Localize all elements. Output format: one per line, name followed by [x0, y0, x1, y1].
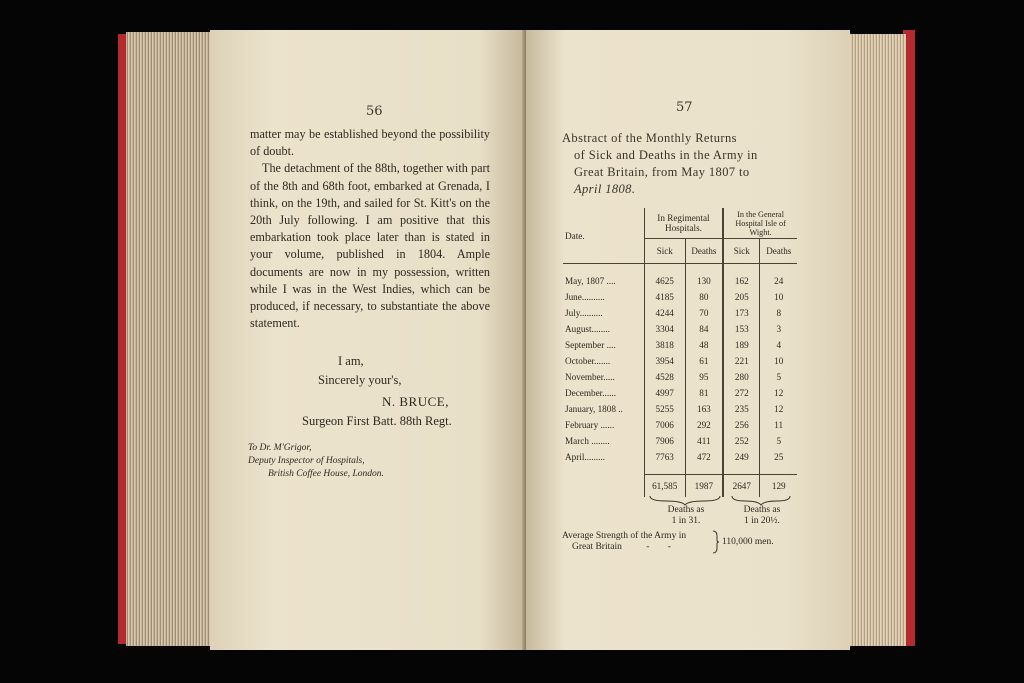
note-line: Deaths as: [743, 505, 781, 515]
cell-gen-sick: 256: [734, 420, 749, 430]
cell-date: June..........: [563, 289, 644, 305]
leader-dash: -: [667, 542, 671, 552]
strength-label: [562, 531, 722, 553]
closing: I am,: [338, 354, 364, 368]
cell-date: May, 1807 ....: [563, 273, 644, 289]
cell-reg-sick: 7763: [655, 452, 674, 462]
note-line: 1 in 31.: [671, 516, 701, 526]
column-header-sick: Sick: [644, 239, 685, 264]
total-reg-deaths: 1987: [685, 475, 723, 498]
cell-reg-sick: 3818: [655, 340, 674, 350]
deaths-ratio-general: [730, 505, 794, 527]
cell-gen-deaths: 3: [760, 321, 797, 337]
table-row: [563, 305, 797, 321]
note-line: 1 in 20½.: [744, 516, 780, 526]
cell-reg-deaths: 95: [685, 369, 723, 385]
returns-table: [563, 208, 797, 497]
table-row: [563, 401, 797, 417]
cell-reg-sick: 3304: [655, 324, 674, 334]
table-row: [563, 433, 797, 449]
cell-reg-deaths: 84: [685, 321, 723, 337]
cell-reg-deaths: 163: [685, 401, 723, 417]
cell-reg-sick: 4997: [655, 388, 674, 398]
strength-line: Average Strength of the Army in: [562, 531, 687, 541]
cell-reg-sick: 7906: [655, 436, 674, 446]
cell-reg-sick: 4244: [655, 308, 674, 318]
addressee: [248, 442, 384, 481]
cell-reg-deaths: 130: [685, 273, 723, 289]
note-line: Deaths as: [667, 505, 705, 515]
title-line: Abstract of the Monthly Returns: [562, 131, 737, 145]
title-line: of Sick and Deaths in the Army in: [574, 148, 758, 162]
column-header-deaths: Deaths: [760, 239, 797, 264]
leader-dash: -: [646, 542, 650, 552]
cell-gen-deaths: 12: [760, 385, 797, 401]
cell-date: January, 1808 ..: [563, 401, 644, 417]
cell-reg-sick: 4625: [655, 276, 674, 286]
cell-gen-deaths: 10: [760, 289, 797, 305]
brace-general: [732, 496, 790, 505]
cell-gen-sick: 162: [734, 276, 749, 286]
cell-gen-deaths: 4: [760, 337, 797, 353]
cell-gen-sick: 189: [734, 340, 749, 350]
paragraph: matter may be established beyond the possibility of doubt.: [250, 127, 490, 159]
addressee-line: Deputy Inspector of Hospitals,: [248, 456, 365, 466]
cell-gen-deaths: 8: [760, 305, 797, 321]
column-header-date: Date.: [563, 208, 644, 264]
total-gen-deaths: 129: [760, 475, 797, 498]
cell-gen-deaths: 5: [760, 369, 797, 385]
cell-date: March ........: [563, 433, 644, 449]
cell-gen-deaths: 11: [760, 417, 797, 433]
cell-reg-deaths: 70: [685, 305, 723, 321]
table-title: [562, 130, 812, 198]
cell-reg-deaths: 292: [685, 417, 723, 433]
table-row: [563, 385, 797, 401]
cell-date: December......: [563, 385, 644, 401]
cell-date: September ....: [563, 337, 644, 353]
cell-gen-sick: 252: [734, 436, 749, 446]
cell-reg-sick: 3954: [655, 356, 674, 366]
signature: N. BRUCE,: [382, 394, 449, 409]
column-header-deaths: Deaths: [685, 239, 723, 264]
cell-gen-sick: 153: [734, 324, 749, 334]
table-row: [563, 337, 797, 353]
cell-reg-sick: 7006: [655, 420, 674, 430]
table-row: [563, 417, 797, 433]
title-line: April 1808.: [574, 182, 636, 196]
cell-date: August........: [563, 321, 644, 337]
rank: Surgeon First Batt. 88th Regt.: [302, 414, 452, 428]
letter-body: [250, 126, 490, 332]
cell-gen-sick: 173: [734, 308, 749, 318]
cell-gen-sick: 221: [734, 356, 749, 366]
cell-date: July..........: [563, 305, 644, 321]
cell-reg-sick: 4185: [655, 292, 674, 302]
addressee-line: To Dr. M'Grigor,: [248, 443, 312, 453]
page-number: 56: [366, 104, 383, 119]
cell-gen-deaths: 10: [760, 353, 797, 369]
table-row: [563, 353, 797, 369]
title-line: Great Britain, from May 1807 to: [574, 165, 750, 179]
cell-date: April.........: [563, 449, 644, 465]
cell-reg-deaths: 48: [685, 337, 723, 353]
cell-gen-sick: 205: [734, 292, 749, 302]
strength-brace: [712, 530, 720, 554]
cell-gen-deaths: 24: [760, 273, 797, 289]
cell-gen-sick: 280: [734, 372, 749, 382]
cell-reg-sick: 5255: [655, 404, 674, 414]
group-header-general: In the General Hospital Isle of Wight.: [723, 208, 797, 239]
cell-gen-deaths: 12: [760, 401, 797, 417]
cell-reg-deaths: 411: [685, 433, 723, 449]
open-book: [118, 30, 915, 650]
addressee-line: British Coffee House, London.: [268, 469, 384, 479]
column-header-sick: Sick: [723, 239, 760, 264]
left-page: [210, 30, 526, 650]
table-row: [563, 321, 797, 337]
table-row: [563, 273, 797, 289]
cell-reg-sick: 4528: [655, 372, 674, 382]
paragraph: The detachment of the 88th, together with part of the 8th and 68th foot, embarked at Grenada, I think, on the 19th, and sailed for St. Kitt's on the 20th July following. I am positive that this embarkation took place later than is stated in your volume, published in 1804. Ample documents are now in my possession, written while I was in the West Indies, which can be produced, if necessary, to substantiate the above statement.: [250, 161, 490, 331]
total-reg-sick: 61,585: [644, 475, 685, 498]
strength-text: Great Britain: [572, 542, 622, 552]
cell-date: February ......: [563, 417, 644, 433]
cell-date: November.....: [563, 369, 644, 385]
table-row: [563, 369, 797, 385]
page-edges-right: [848, 34, 906, 646]
page-number: 57: [676, 100, 693, 115]
cell-gen-sick: 272: [734, 388, 749, 398]
strength-line-2: [562, 542, 722, 553]
salutation: Sincerely your's,: [318, 373, 402, 387]
brace-regimental: [650, 496, 720, 505]
cell-gen-sick: 249: [734, 452, 749, 462]
cell-reg-deaths: 61: [685, 353, 723, 369]
right-page: [526, 30, 850, 650]
strength-value: 110,000 men.: [722, 537, 774, 547]
table-row: [563, 449, 797, 465]
table-row: [563, 289, 797, 305]
group-header-regimental: In Regimental Hospitals.: [644, 208, 723, 239]
cell-reg-deaths: 472: [685, 449, 723, 465]
total-gen-sick: 2647: [723, 475, 760, 498]
cell-reg-deaths: 80: [685, 289, 723, 305]
cell-gen-deaths: 25: [760, 449, 797, 465]
cell-reg-deaths: 81: [685, 385, 723, 401]
cell-gen-sick: 235: [734, 404, 749, 414]
deaths-ratio-regimental: [656, 505, 716, 527]
cell-date: October.......: [563, 353, 644, 369]
page-edges-left: [126, 32, 214, 646]
cell-gen-deaths: 5: [760, 433, 797, 449]
